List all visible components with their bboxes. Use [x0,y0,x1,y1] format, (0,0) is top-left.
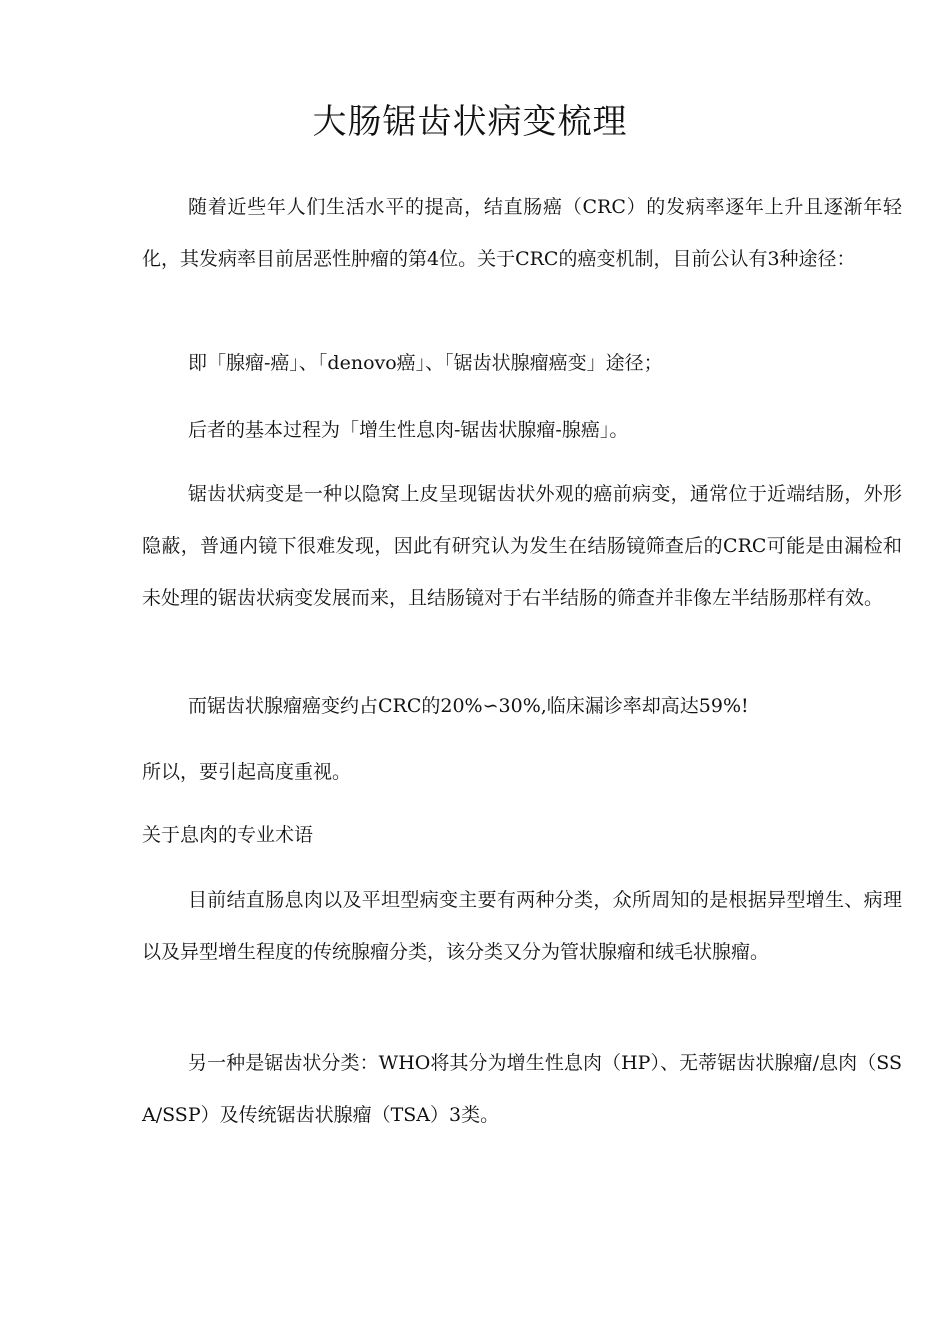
paragraph-pathways: 即「腺瘤-癌」、「denovo癌」、「锯齿状腺瘤癌变」途径； [188,352,663,374]
paragraph-statistics: 而锯齿状腺瘤癌变约占CRC的20%∽30%,临床漏诊率却高达59%! [188,695,749,717]
paragraph-serrated-classification: 另一种是锯齿状分类：WHO将其分为增生性息肉（HP）、无蒂锯齿状腺瘤/息肉（SSA/SSP）及传统锯齿状腺瘤（TSA）3类。 [142,1052,902,1126]
paragraph-serrated-lesion: 锯齿状病变是一种以隐窝上皮呈现锯齿状外观的癌前病变，通常位于近端结肠，外形隐蔽，普通内镜下很难发现，因此有研究认为发生在结肠镜筛查后的CRC可能是由漏检和未处理的锯齿状病变发展而来，且结肠镜对于右半结肠的筛查并非像左半结肠那样有效。 [142,483,902,609]
paragraph-emphasis: 所以，要引起高度重视。 [142,761,352,783]
paragraph-classification: 目前结直肠息肉以及平坦型病变主要有两种分类，众所周知的是根据异型增生、病理以及异型增生程度的传统腺瘤分类，该分类又分为管状腺瘤和绒毛状腺瘤。 [142,889,902,963]
paragraph-process: 后者的基本过程为「增生性息肉-锯齿状腺瘤-腺癌」。 [188,419,629,441]
paragraph-crc-intro: 随着近些年人们生活水平的提高，结直肠癌（CRC）的发病率逐年上升且逐渐年轻化，其发病率目前居恶性肿瘤的第4位。关于CRC的癌变机制，目前公认有3种途径： [142,196,902,270]
document-title: 大肠锯齿状病变梳理 [312,102,628,142]
section-heading-terminology: 关于息肉的专业术语 [142,824,314,846]
